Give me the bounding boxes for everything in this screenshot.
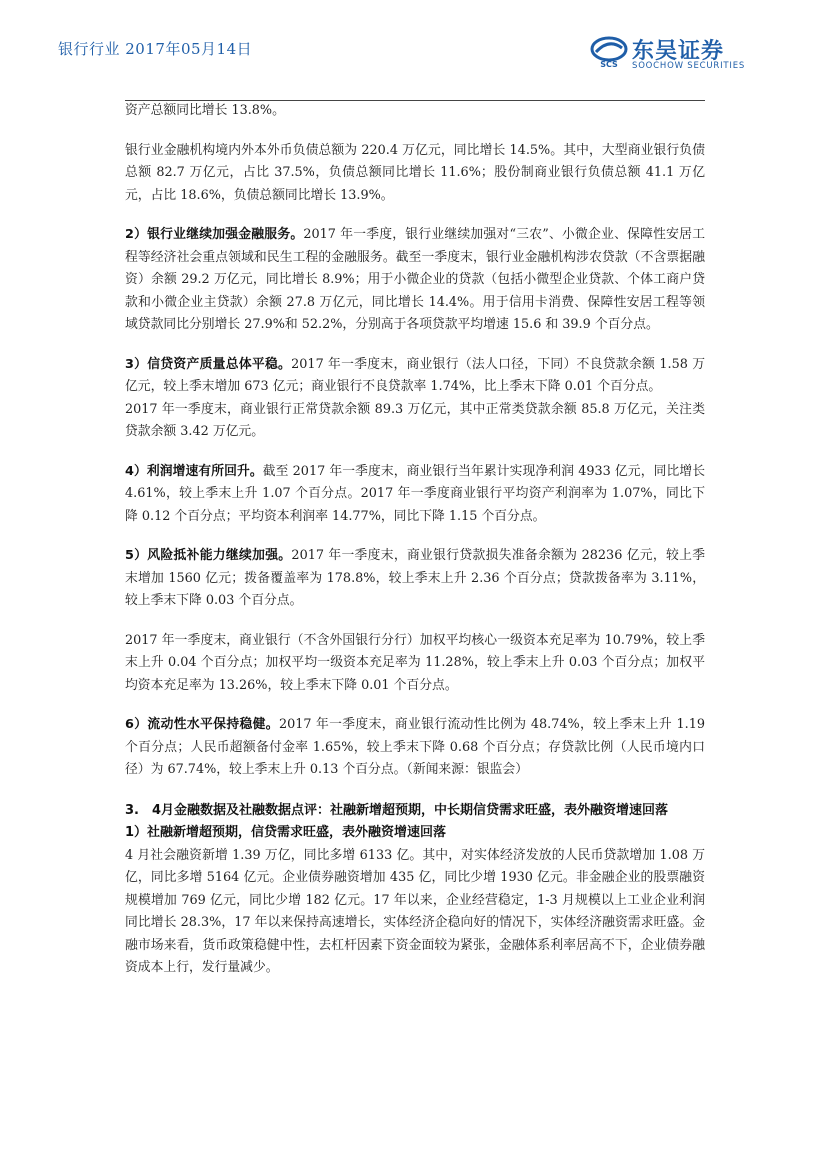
paragraph-assets: 资产总额同比增长 13.8%。 [125, 103, 285, 118]
section-heading: 3. 4月金融数据及社融数据点评：社融新增超预期，中长期信贷需求旺盛，表外融资增速回落 [125, 802, 669, 818]
paragraph-capital-adequacy: 2017 年一季度末，商业银行（不含外国银行分行）加权平均核心一级资本充足率为 10.79%，较上季末上升 0.04 个百分点；加权平均一级资本充足率为 11.28%，较上季末上升 0.03 个百分点；加权平均资本充足率为 13.26%，较上季末下降 0.01 个百分点。 [125, 632, 705, 693]
logo-abbr: SCS [600, 60, 618, 68]
paragraph-normal-loans: 2017 年一季度末，商业银行正常贷款余额 89.3 万亿元，其中正常类贷款余额 85.8 万亿元，关注类贷款余额 3.42 万亿元。 [125, 401, 705, 439]
header-title: 银行行业 2017年05月14日 [58, 40, 253, 58]
point-heading: 6）流动性水平保持稳健。 [125, 717, 279, 732]
paragraph-financial-services: 2）银行业继续加强金融服务。2017 年一季度，银行业继续加强对“三农”、小微企业、保障性安居工程等经济社会重点领域和民生工程的金融服务。截至一季度末，银行业金融机构涉农贷款（不含票据融资）余额 29.2 万亿元，同比增长 8.9%；用于小微企业的贷款（包括小微型企业贷款、个体工商户贷款和小微企业主贷款）余额 27.8 万亿元，同比增长 14.4%。用于信用卡消费、保障性安居工程等领域贷款同比分别增长 27.9%和 52.2%，分别高于各项贷款平均增速 15.6 和 39.9 个百分点。 [125, 227, 705, 332]
report-body [125, 100, 705, 980]
paragraph-social-financing: 4 月社会融资新增 1.39 万亿，同比多增 6133 亿。其中，对实体经济发放的人民币贷款增加 1.08 万亿，同比多增 5164 亿元。企业债券融资增加 435 亿，同比少增 1930 亿元。非金融企业的股票融资规模增加 769 亿元，同比少增 182 亿元。17 年以来，企业经营稳定，1-3 月规模以上工业企业利润同比增长 28.3%，17 年以来保持高速增长，实体经济企稳向好的情况下，实体经济融资需求旺盛。金融市场来看，货币政策稳健中性，去杠杆因素下资金面较为紧张，金融体系利率居高不下，企业债券融资成本上行，发行量减少。 [125, 847, 705, 975]
paragraph-liquidity: 6）流动性水平保持稳健。2017 年一季度末，商业银行流动性比例为 48.74%，较上季末上升 1.19 个百分点；人民币超额备付金率 1.65%，较上季末下降 0.68 个百分点；存贷款比例（人民币境内口径）为 67.74%，较上季末上升 0.13 个百分点。（新闻来源：银监会） [125, 717, 706, 777]
paragraph-risk-compensation: 5）风险抵补能力继续加强。2017 年一季度末，商业银行贷款损失准备余额为 28236 亿元，较上季末增加 1560 亿元；拨备覆盖率为 178.8%，较上季末上升 2.36 个百分点；贷款拨备率为 3.11%，较上季末下降 0.03 个百分点。 [125, 548, 706, 608]
logo-chinese-name: 东吴证券 [632, 39, 725, 64]
paragraph-liabilities: 银行业金融机构境内外本外币负债总额为 220.4 万亿元，同比增长 14.5%。其中，大型商业银行负债总额 82.7 万亿元，占比 37.5%，负债总额同比增长 11.6%；股份制商业银行负债总额 41.1 万亿元，占比 18.6%，负债总额同比增长 13.9%。 [125, 142, 705, 203]
paragraph-asset-quality: 3）信贷资产质量总体平稳。2017 年一季度末，商业银行（法人口径，下同）不良贷款余额 1.58 万亿元，较上季末增加 673 亿元；商业银行不良贷款率 1.74%，比上季末下降 0.01 个百分点。 [125, 356, 706, 394]
point-heading: 5）风险抵补能力继续加强。 [125, 548, 292, 563]
point-heading: 4）利润增速有所回升。 [125, 463, 263, 479]
subsection-heading: 1）社融新增超预期，信贷需求旺盛，表外融资增速回落 [125, 825, 447, 840]
soochow-logo-icon [590, 36, 628, 68]
point-heading: 2）银行业继续加强金融服务。 [125, 227, 304, 242]
paragraph-profit: 4）利润增速有所回升。截至 2017 年一季度末，商业银行当年累计实现净利润 4933 亿元，同比增长 4.61%，较上季末上升 1.07 个百分点。2017 年一季度商业银行平均资产利润率为 1.07%，同比下降 0.12 个百分点；平均资本利润率 14.77%，同比下降 1.15 个百分点。 [125, 463, 705, 524]
company-logo [590, 36, 770, 76]
logo-english-name: SOOCHOW SECURITIES [632, 61, 746, 71]
point-heading: 3）信贷资产质量总体平稳。 [125, 356, 292, 372]
